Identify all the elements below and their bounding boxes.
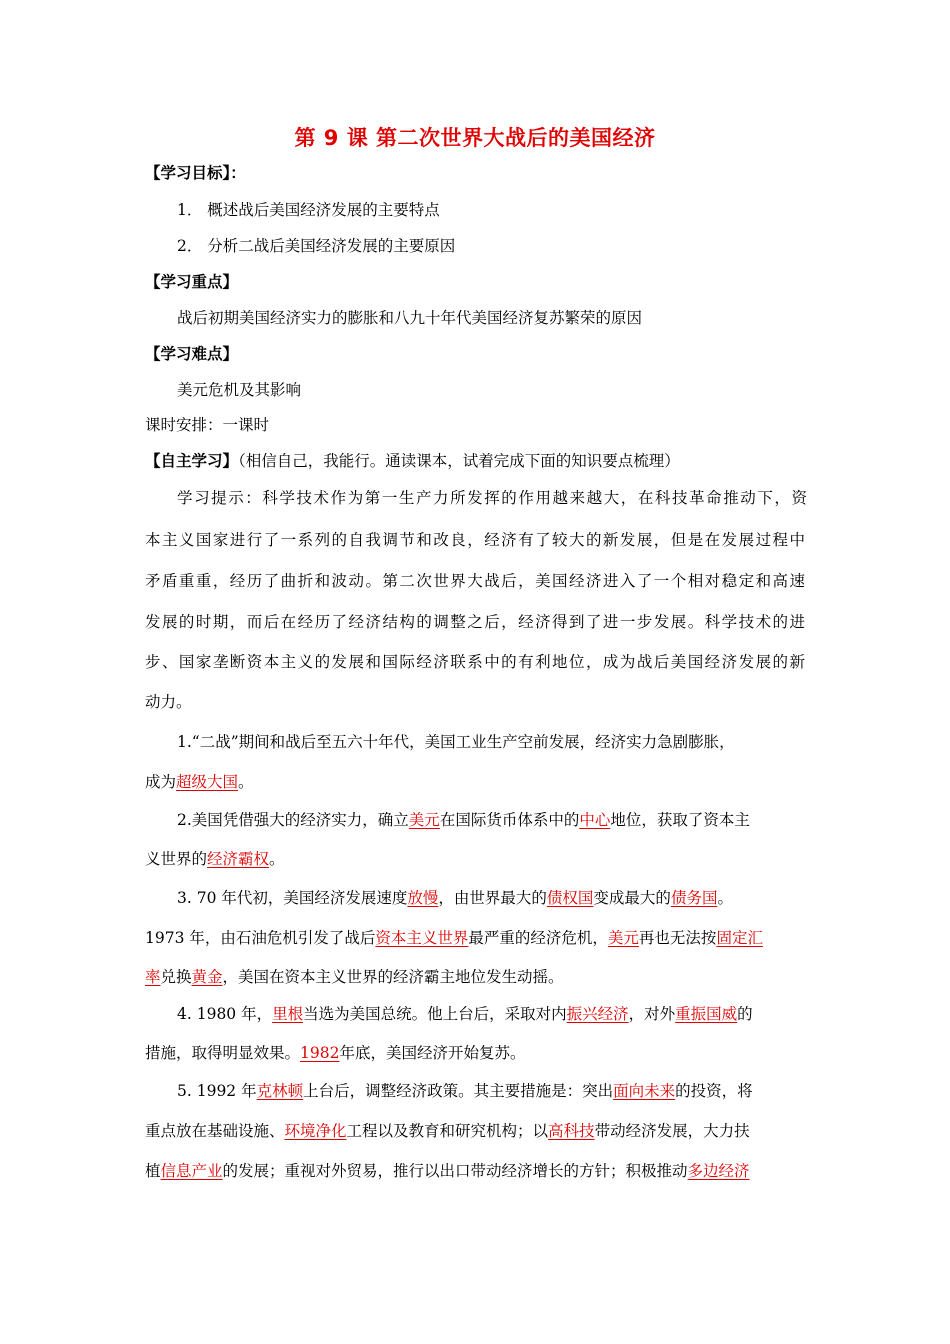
- point-2-line-2: 义世界的经济霸权。: [145, 850, 285, 868]
- point-1-line-1: 1.“二战”期间和战后至五六十年代，美国工业生产空前发展，经济实力急剧膨胀，: [177, 733, 735, 751]
- answer-blank: 放慢: [407, 889, 439, 907]
- point-3-line-2: 1973 年，由石油危机引发了战后资本主义世界最严重的经济危机，美元再也无法按固定汇: [145, 929, 763, 947]
- answer-blank: 振兴经济: [566, 1005, 629, 1023]
- point-5-line-3: 植信息产业的发展；重视对外贸易，推行以出口带动经济增长的方针；积极推动多边经济: [145, 1162, 750, 1180]
- answer-blank: 超级大国: [176, 773, 239, 791]
- answer-blank: 多边经济: [687, 1162, 750, 1180]
- answer-blank: 率: [145, 968, 161, 986]
- difficulty-heading: 【学习难点】: [145, 345, 239, 363]
- answer-blank: 债务国: [670, 889, 718, 907]
- tip-line-6: 动力。: [145, 693, 192, 711]
- answer-blank: 1982: [300, 1044, 340, 1062]
- self-study-heading: 【自主学习】: [145, 452, 239, 470]
- point-2-line-1: 2.美国凭借强大的经济实力，确立美元在国际货币体系中的中心地位，获取了资本主: [177, 811, 750, 829]
- answer-blank: 重振国威: [675, 1005, 738, 1023]
- answer-blank: 经济霸权: [207, 850, 270, 868]
- point-4-line-1: 4. 1980 年，里根当选为美国总统。他上台后，采取对内振兴经济，对外重振国威的: [177, 1005, 753, 1023]
- answer-blank: 美元: [607, 929, 639, 947]
- tip-line-2: 本主义国家进行了一系列的自我调节和改良，经济有了较大的新发展，但是在发展过程中: [145, 531, 805, 549]
- answer-blank: 信息产业: [160, 1162, 223, 1180]
- answer-blank: 资本主义世界: [375, 929, 469, 947]
- self-study-note: （相信自己，我能行。通读课本，试着完成下面的知识要点梳理）: [238, 452, 680, 470]
- goal-item-2: 2． 分析二战后美国经济发展的主要原因: [177, 237, 456, 255]
- tip-line-1: 学习提示：科学技术作为第一生产力所发挥的作用越来越大，在科技革命推动下，资: [177, 489, 807, 507]
- tip-line-5: 步、国家垄断资本主义的发展和国际经济联系中的有利地位，成为战后美国经济发展的新: [145, 653, 805, 671]
- point-5-line-2: 重点放在基础设施、环境净化工程以及教育和研究机构；以高科技带动经济发展，大力扶: [145, 1122, 750, 1140]
- answer-blank: 固定汇: [716, 929, 763, 947]
- tip-line-3: 矛盾重重，经历了曲折和波动。第二次世界大战后，美国经济进入了一个相对稳定和高速: [145, 572, 805, 590]
- key-text: 战后初期美国经济实力的膨胀和八九十年代美国经济复苏繁荣的原因: [177, 309, 643, 327]
- answer-blank: 面向未来: [613, 1082, 676, 1100]
- answer-blank: 克林顿: [256, 1082, 304, 1100]
- answer-blank: 债权国: [546, 889, 594, 907]
- self-study-line: [145, 451, 825, 471]
- point-3-line-1: 3. 70 年代初，美国经济发展速度放慢，由世界最大的债权国变成最大的债务国。: [177, 889, 733, 907]
- point-4-line-2: 措施，取得明显效果。1982年底，美国经济开始复苏。: [145, 1044, 526, 1062]
- lesson-title: 第 9 课 第二次世界大战后的美国经济: [294, 126, 656, 150]
- goal-item-1: 1． 概述战后美国经济发展的主要特点: [177, 201, 440, 219]
- difficulty-text: 美元危机及其影响: [177, 381, 302, 399]
- key-heading: 【学习重点】: [145, 273, 239, 291]
- answer-blank: 里根: [272, 1005, 304, 1023]
- answer-blank: 中心: [579, 811, 611, 829]
- goal-heading: 【学习目标】：: [145, 164, 246, 182]
- answer-blank: 黄金: [191, 968, 223, 986]
- answer-blank: 环境净化: [284, 1122, 347, 1140]
- point-3-line-3: 率兑换黄金，美国在资本主义世界的经济霸主地位发生动摇。: [145, 968, 564, 986]
- answer-blank: 高科技: [548, 1122, 595, 1140]
- point-5-line-1: 5. 1992 年克林顿上台后，调整经济政策。其主要措施是：突出面向未来的投资，将: [177, 1082, 753, 1100]
- answer-blank: 美元: [408, 811, 440, 829]
- point-1-line-2: 成为超级大国。: [145, 773, 254, 791]
- tip-line-4: 发展的时期，而后在经历了经济结构的调整之后，经济得到了进一步发展。科学技术的进: [145, 613, 805, 631]
- schedule-text: 课时安排：一课时: [145, 416, 270, 434]
